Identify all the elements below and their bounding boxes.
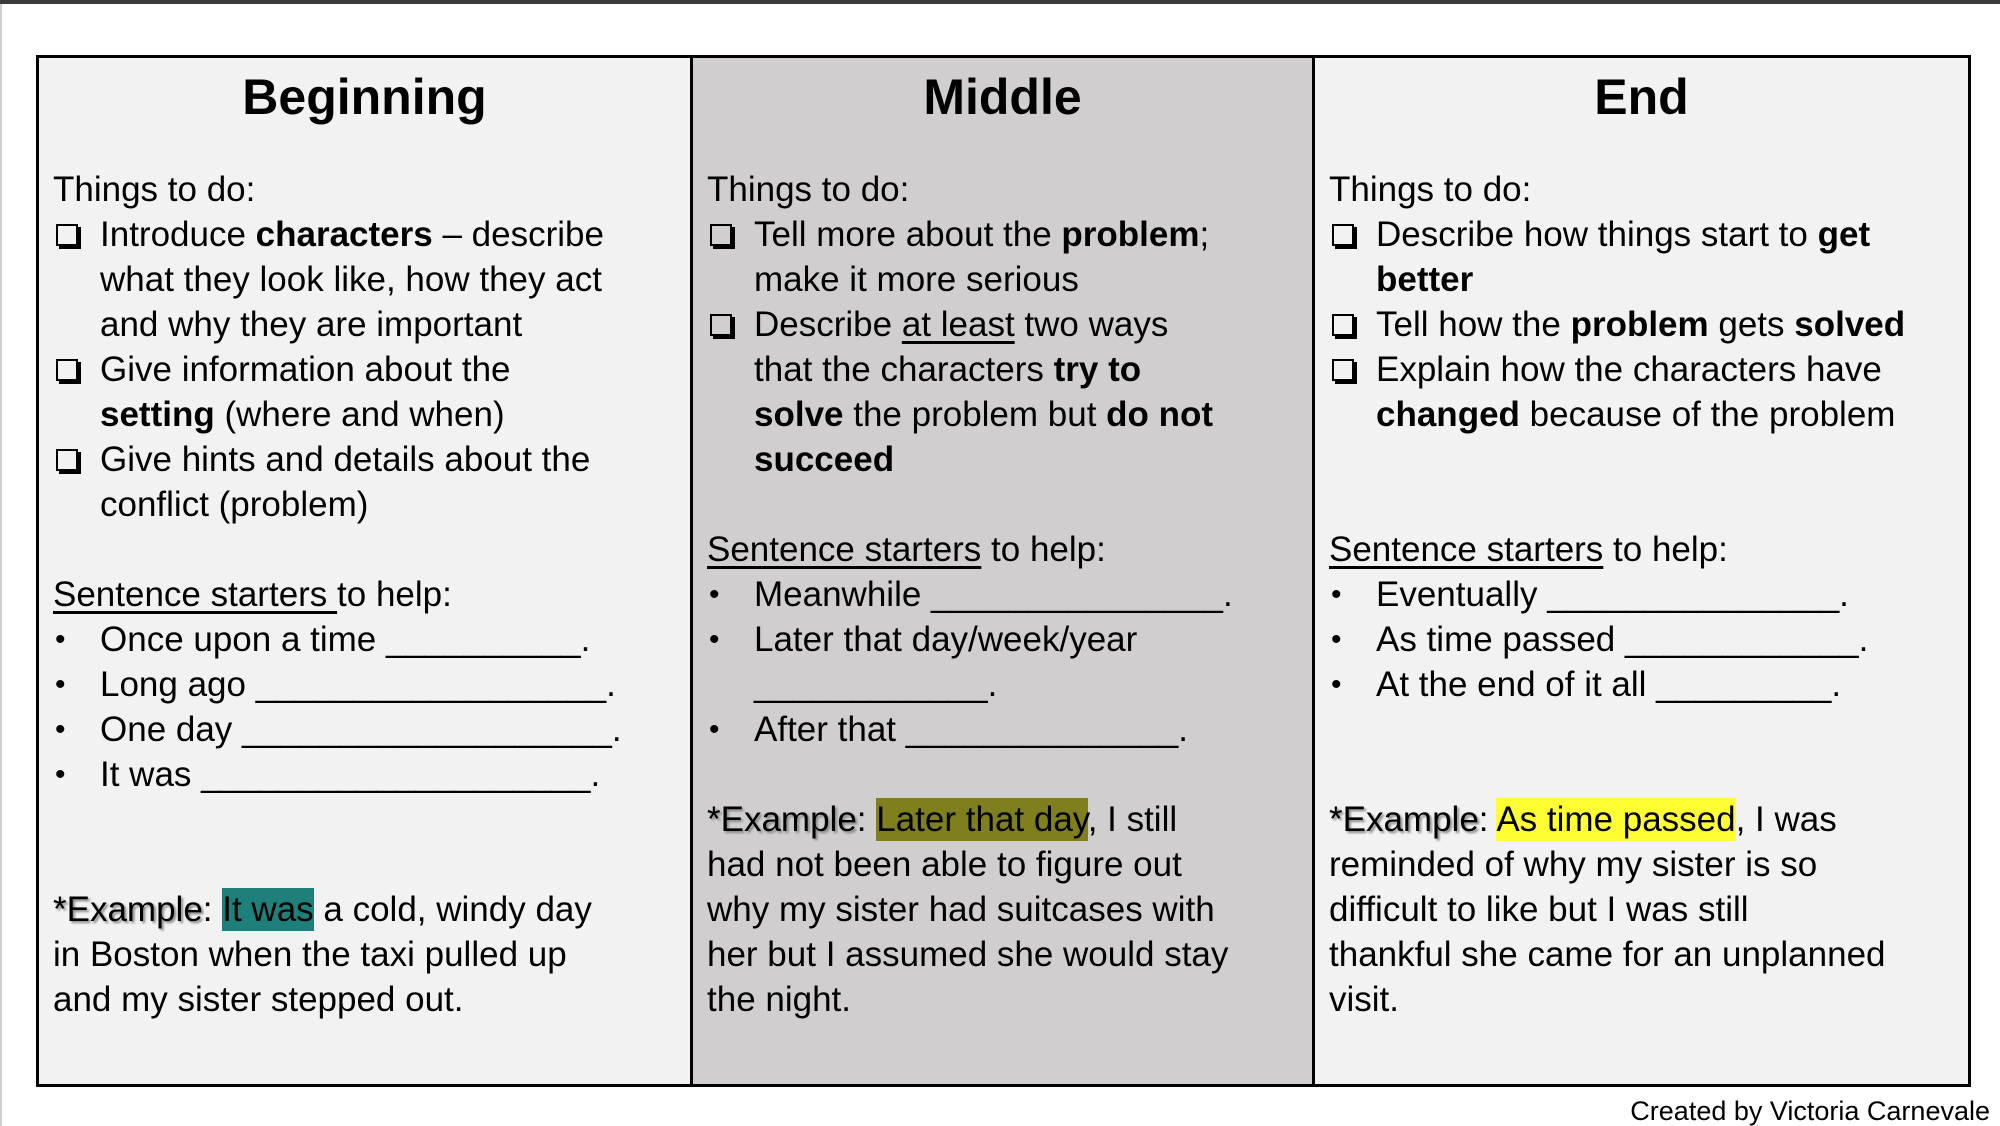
- text-line: [53, 662, 686, 707]
- column-middle: [693, 58, 1315, 1084]
- text-segment: gets: [1708, 305, 1795, 344]
- bullet-icon: •: [709, 713, 720, 746]
- checkbox-icon: [710, 314, 732, 336]
- blank-line: [1329, 752, 1964, 797]
- text-segment: Eventually _______________.: [1376, 575, 1849, 614]
- bullet-icon: •: [709, 578, 720, 611]
- text-line: [53, 302, 686, 347]
- text-line: [1329, 167, 1964, 212]
- text-segment: better: [1376, 260, 1474, 299]
- checkbox-icon: [1332, 359, 1354, 381]
- text-segment: and my sister stepped out.: [53, 980, 464, 1019]
- text-line: [1329, 302, 1964, 347]
- text-segment: Introduce: [100, 215, 256, 254]
- bullet-icon: •: [709, 623, 720, 656]
- text-segment: Explain how the characters have: [1376, 350, 1882, 389]
- text-line: [1329, 212, 1964, 257]
- column-body: [707, 167, 1308, 1022]
- text-segment: *Example: [1329, 800, 1479, 839]
- text-line: [707, 212, 1308, 257]
- top-bar: [0, 0, 2000, 4]
- text-segment: , I was: [1735, 800, 1837, 839]
- text-line: [707, 977, 1308, 1022]
- highlighted-text: As time passed: [1496, 800, 1736, 839]
- text-line: [53, 347, 686, 392]
- text-segment: *Example: [53, 890, 203, 929]
- text-segment: *Example: [707, 800, 857, 839]
- bullet-icon: •: [1331, 623, 1342, 656]
- text-line: [53, 167, 686, 212]
- column-title: End: [1594, 69, 1689, 125]
- text-line: [1329, 977, 1964, 1022]
- text-line: [707, 392, 1308, 437]
- text-segment: Sentence starters: [707, 530, 982, 569]
- text-segment: ____________.: [754, 665, 998, 704]
- text-segment: Later that day/week/year: [754, 620, 1138, 659]
- highlighted-text: It was: [222, 890, 314, 929]
- text-segment: because of the problem: [1519, 395, 1896, 434]
- text-segment: had not been able to figure out: [707, 845, 1182, 884]
- text-line: [707, 842, 1308, 887]
- blank-line: [53, 797, 686, 842]
- checkbox-icon: [1332, 224, 1354, 246]
- text-segment: Long ago __________________.: [100, 665, 616, 704]
- text-segment: succeed: [754, 440, 895, 479]
- text-segment: a cold, windy day: [313, 890, 592, 929]
- text-segment: :: [856, 800, 877, 839]
- text-segment: conflict (problem): [100, 485, 369, 524]
- text-line: [707, 347, 1308, 392]
- text-line: [1329, 842, 1964, 887]
- text-segment: Sentence starters: [1329, 530, 1604, 569]
- text-segment: to help:: [981, 530, 1106, 569]
- text-line: [707, 797, 1308, 842]
- text-line: [53, 572, 686, 617]
- text-segment: Give hints and details about the: [100, 440, 591, 479]
- text-line: [1329, 572, 1964, 617]
- text-segment: problem: [1061, 215, 1200, 254]
- text-line: [707, 932, 1308, 977]
- bullet-icon: •: [1331, 668, 1342, 701]
- text-segment: the problem but: [843, 395, 1107, 434]
- text-line: [53, 482, 686, 527]
- text-segment: changed: [1376, 395, 1520, 434]
- text-segment: As time passed ____________.: [1376, 620, 1869, 659]
- bullet-icon: •: [1331, 578, 1342, 611]
- text-line: [53, 212, 686, 257]
- credit-text: Created by Victoria Carnevale: [1630, 1096, 1990, 1126]
- text-segment: It was ____________________.: [100, 755, 601, 794]
- text-line: [53, 977, 686, 1022]
- bullet-icon: •: [55, 758, 66, 791]
- text-segment: Things to do:: [53, 170, 256, 209]
- bullet-icon: •: [55, 668, 66, 701]
- column-body: [1329, 167, 1964, 1022]
- blank-line: [707, 752, 1308, 797]
- text-segment: setting: [100, 395, 215, 434]
- highlighted-text: Later that day: [876, 800, 1088, 839]
- text-segment: difficult to like but I was still: [1329, 890, 1749, 929]
- text-segment: Describe: [754, 305, 902, 344]
- bullet-icon: •: [55, 623, 66, 656]
- text-line: [1329, 797, 1964, 842]
- text-segment: solve: [754, 395, 844, 434]
- blank-line: [1329, 437, 1964, 482]
- text-line: [707, 302, 1308, 347]
- text-line: [1329, 392, 1964, 437]
- text-segment: and why they are important: [100, 305, 523, 344]
- text-line: [53, 617, 686, 662]
- text-segment: to help:: [1603, 530, 1728, 569]
- column-title: Middle: [923, 69, 1082, 125]
- blank-line: [53, 527, 686, 572]
- text-segment: Meanwhile _______________.: [754, 575, 1233, 614]
- text-line: [1329, 527, 1964, 572]
- text-line: [707, 167, 1308, 212]
- text-line: [53, 392, 686, 437]
- text-segment: Once upon a time __________.: [100, 620, 591, 659]
- checkbox-icon: [1332, 314, 1354, 336]
- text-segment: problem: [1570, 305, 1709, 344]
- text-line: [1329, 932, 1964, 977]
- text-line: [53, 437, 686, 482]
- text-line: [707, 572, 1308, 617]
- blank-line: [1329, 707, 1964, 752]
- text-line: [1329, 617, 1964, 662]
- text-line: [53, 932, 686, 977]
- text-segment: in Boston when the taxi pulled up: [53, 935, 567, 974]
- text-line: [53, 257, 686, 302]
- text-line: [1329, 257, 1964, 302]
- text-line: [1329, 347, 1964, 392]
- text-segment: ;: [1199, 215, 1210, 254]
- text-line: [53, 887, 686, 932]
- column-end: [1315, 58, 1968, 1084]
- text-segment: make it more serious: [754, 260, 1079, 299]
- text-line: [707, 527, 1308, 572]
- text-segment: , I still: [1087, 800, 1178, 839]
- text-segment: to help:: [337, 575, 452, 614]
- text-segment: Tell more about the: [754, 215, 1062, 254]
- text-segment: At the end of it all _________.: [1376, 665, 1842, 704]
- text-segment: reminded of why my sister is so: [1329, 845, 1818, 884]
- text-segment: One day ___________________.: [100, 710, 622, 749]
- text-segment: do not: [1106, 395, 1214, 434]
- text-segment: :: [1478, 800, 1497, 839]
- text-segment: Describe how things start to: [1376, 215, 1818, 254]
- text-segment: characters: [255, 215, 433, 254]
- text-segment: solved: [1794, 305, 1906, 344]
- text-segment: her but I assumed she would stay: [707, 935, 1229, 974]
- text-segment: two ways: [1014, 305, 1169, 344]
- checkbox-icon: [710, 224, 732, 246]
- text-line: [707, 257, 1308, 302]
- blank-line: [53, 842, 686, 887]
- text-line: [53, 752, 686, 797]
- bullet-icon: •: [55, 713, 66, 746]
- text-segment: (where and when): [214, 395, 505, 434]
- text-segment: Things to do:: [1329, 170, 1532, 209]
- blank-line: [1329, 482, 1964, 527]
- text-line: [707, 707, 1308, 752]
- text-line: [707, 617, 1308, 662]
- text-segment: Things to do:: [707, 170, 910, 209]
- checkbox-icon: [56, 449, 78, 471]
- text-line: [707, 437, 1308, 482]
- text-segment: Tell how the: [1376, 305, 1571, 344]
- checkbox-icon: [56, 224, 78, 246]
- checkbox-icon: [56, 359, 78, 381]
- text-segment: that the characters: [754, 350, 1054, 389]
- story-organizer-table: [36, 55, 1971, 1087]
- text-segment: :: [202, 890, 223, 929]
- text-line: [707, 887, 1308, 932]
- text-line: [1329, 662, 1964, 707]
- blank-line: [707, 482, 1308, 527]
- text-segment: at least: [901, 305, 1015, 344]
- text-line: [1329, 887, 1964, 932]
- column-title: Beginning: [242, 69, 487, 125]
- text-segment: what they look like, how they act: [100, 260, 602, 299]
- text-line: [707, 662, 1308, 707]
- text-segment: Give information about the: [100, 350, 511, 389]
- text-segment: thankful she came for an unplanned: [1329, 935, 1886, 974]
- text-segment: get: [1817, 215, 1871, 254]
- text-segment: Sentence starters: [53, 575, 338, 614]
- text-segment: try to: [1053, 350, 1142, 389]
- text-segment: the night.: [707, 980, 851, 1019]
- column-beginning: [39, 58, 693, 1084]
- text-segment: After that ______________.: [754, 710, 1188, 749]
- text-line: [53, 707, 686, 752]
- text-segment: why my sister had suitcases with: [707, 890, 1215, 929]
- page-edge: [0, 4, 2, 1126]
- text-segment: – describe: [432, 215, 604, 254]
- text-segment: visit.: [1329, 980, 1399, 1019]
- column-body: [53, 167, 686, 1022]
